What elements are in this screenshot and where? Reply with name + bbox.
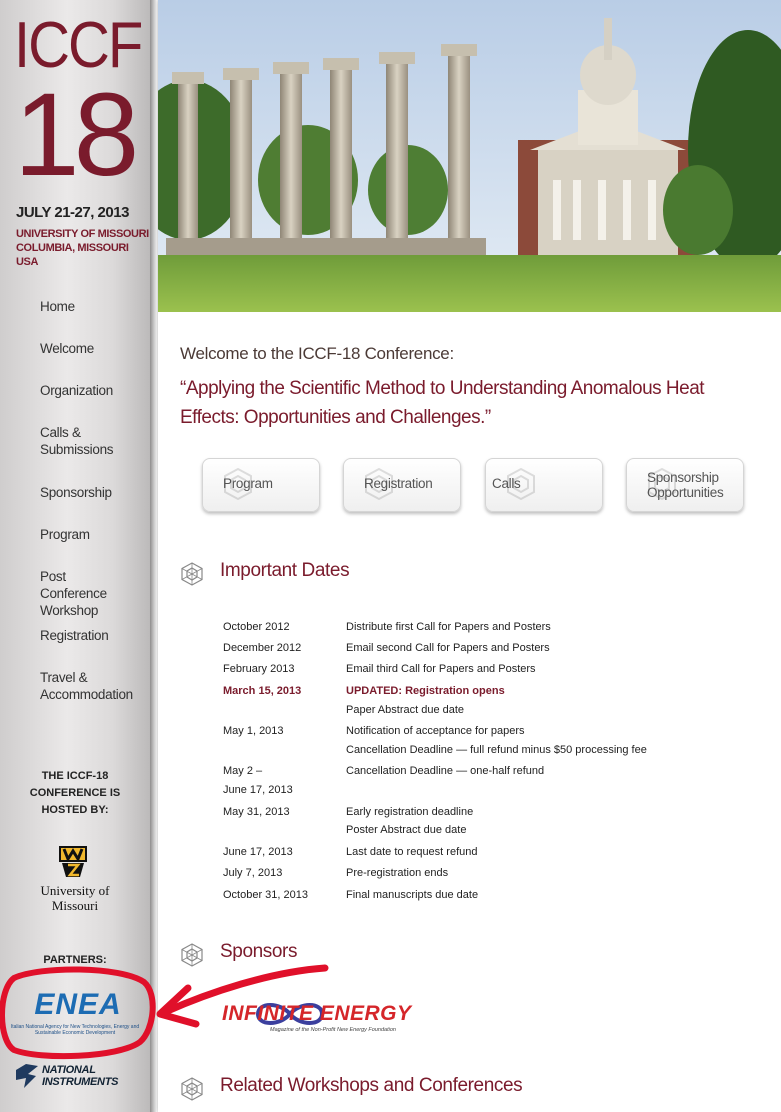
logo-dates: JULY 21-27, 2013 xyxy=(16,204,129,221)
sidebar xyxy=(0,0,150,1112)
web-bullet-icon xyxy=(180,943,204,967)
ni-name: NATIONAL INSTRUMENTS xyxy=(42,1064,119,1088)
sponsors-header xyxy=(180,941,740,969)
nav-home[interactable]: Home xyxy=(40,299,75,314)
event-cell: Paper Abstract due date xyxy=(346,704,465,716)
logo-number[interactable]: 18 xyxy=(14,69,134,201)
event-cell: Poster Abstract due date xyxy=(346,824,467,836)
event-cell: Last date to request refund xyxy=(346,846,478,858)
event-cell: Pre-registration ends xyxy=(346,867,449,879)
event-cell: Early registration deadline xyxy=(346,806,474,818)
date-cell: October 31, 2013 xyxy=(223,889,309,901)
sponsor-infinite-energy-logo[interactable] xyxy=(222,998,422,1038)
sponsorship-opportunities-label: Sponsorship Opportunities xyxy=(647,470,724,500)
sidebar-edge xyxy=(150,0,156,1112)
event-cell: Email second Call for Papers and Posters xyxy=(346,642,550,654)
important-dates-title: Important Dates xyxy=(220,560,350,581)
partner-enea-logo[interactable] xyxy=(6,988,144,1042)
program-button-label: Program xyxy=(223,476,273,491)
registration-button-label: Registration xyxy=(364,476,433,491)
event-cell: Notification of acceptance for papers xyxy=(346,725,525,737)
sponsors-title: Sponsors xyxy=(220,941,298,962)
hosted-by-label: THE ICCF-18 CONFERENCE IS HOSTED BY: xyxy=(29,770,121,816)
enea-subtitle: Italian National Agency for New Technologies, Energy and Sustainable Economic Development xyxy=(10,1024,140,1036)
enea-name: ENEA xyxy=(34,988,122,1021)
welcome-heading: Welcome to the ICCF-18 Conference: xyxy=(180,344,454,363)
calls-button-label: Calls xyxy=(492,476,521,491)
sponsor-tagline: Magazine of the Non-Profit New Energy Foundation xyxy=(270,1027,396,1033)
event-cell: Cancellation Deadline — one-half refund xyxy=(346,765,545,777)
nav-welcome[interactable]: Welcome xyxy=(40,341,94,356)
date-cell: October 2012 xyxy=(223,621,290,633)
mizzou-logo-icon[interactable] xyxy=(58,845,88,879)
date-cell: February 2013 xyxy=(223,663,295,675)
web-bullet-icon xyxy=(180,562,204,586)
partner-ni-logo[interactable] xyxy=(14,1062,142,1092)
nav-calls-submissions[interactable]: Calls & Submissions xyxy=(40,425,114,457)
date-cell: March 15, 2013 xyxy=(223,685,302,697)
sponsor-name: INFINITE ENERGY xyxy=(222,1002,412,1025)
date-cell: December 2012 xyxy=(223,642,302,654)
host-university-name[interactable]: University of Missouri xyxy=(40,883,110,913)
nav-travel-accommodation[interactable]: Travel & Accommodation xyxy=(40,670,133,702)
nav-sponsorship[interactable]: Sponsorship xyxy=(40,485,112,500)
date-cell: July 7, 2013 xyxy=(223,867,283,879)
event-cell: Distribute first Call for Papers and Posters xyxy=(346,621,551,633)
web-bullet-icon xyxy=(180,1077,204,1101)
related-workshops-title: Related Workshops and Conferences xyxy=(220,1075,523,1096)
sponsorship-opportunities-button[interactable] xyxy=(626,458,744,512)
logo-city: COLUMBIA, MISSOURI USA xyxy=(16,242,129,268)
logo-university-name: UNIVERSITY OF MISSOURI xyxy=(16,228,149,240)
calls-button[interactable] xyxy=(485,458,603,512)
logo-iccf[interactable]: ICCF xyxy=(14,8,142,82)
date-cell: May 2 – xyxy=(223,765,263,777)
conference-theme: “Applying the Scientific Method to Understanding Anomalous Heat Effects: Opportunities and Challenges.” xyxy=(180,378,705,428)
hero-campus-photo xyxy=(158,0,781,312)
registration-button[interactable] xyxy=(343,458,461,512)
important-dates-header xyxy=(180,560,740,588)
ni-eagle-icon xyxy=(14,1062,40,1090)
nav-post-conference-workshop[interactable]: Post Conference Workshop xyxy=(40,569,107,618)
nav-program[interactable]: Program xyxy=(40,527,90,542)
related-workshops-header xyxy=(180,1075,740,1103)
event-cell: Cancellation Deadline — full refund minus $50 processing fee xyxy=(346,744,647,756)
event-cell: Email third Call for Papers and Posters xyxy=(346,663,536,675)
program-button[interactable] xyxy=(202,458,320,512)
nav-organization[interactable]: Organization xyxy=(40,383,113,398)
date-cell: June 17, 2013 xyxy=(223,784,293,796)
logo-university xyxy=(16,227,150,269)
partners-label: PARTNERS: xyxy=(43,954,107,966)
date-cell: June 17, 2013 xyxy=(223,846,293,858)
date-cell: May 1, 2013 xyxy=(223,725,284,737)
event-cell: UPDATED: Registration opens xyxy=(346,685,505,697)
nav-registration[interactable]: Registration xyxy=(40,628,109,643)
event-cell: Final manuscripts due date xyxy=(346,889,479,901)
date-cell: May 31, 2013 xyxy=(223,806,290,818)
